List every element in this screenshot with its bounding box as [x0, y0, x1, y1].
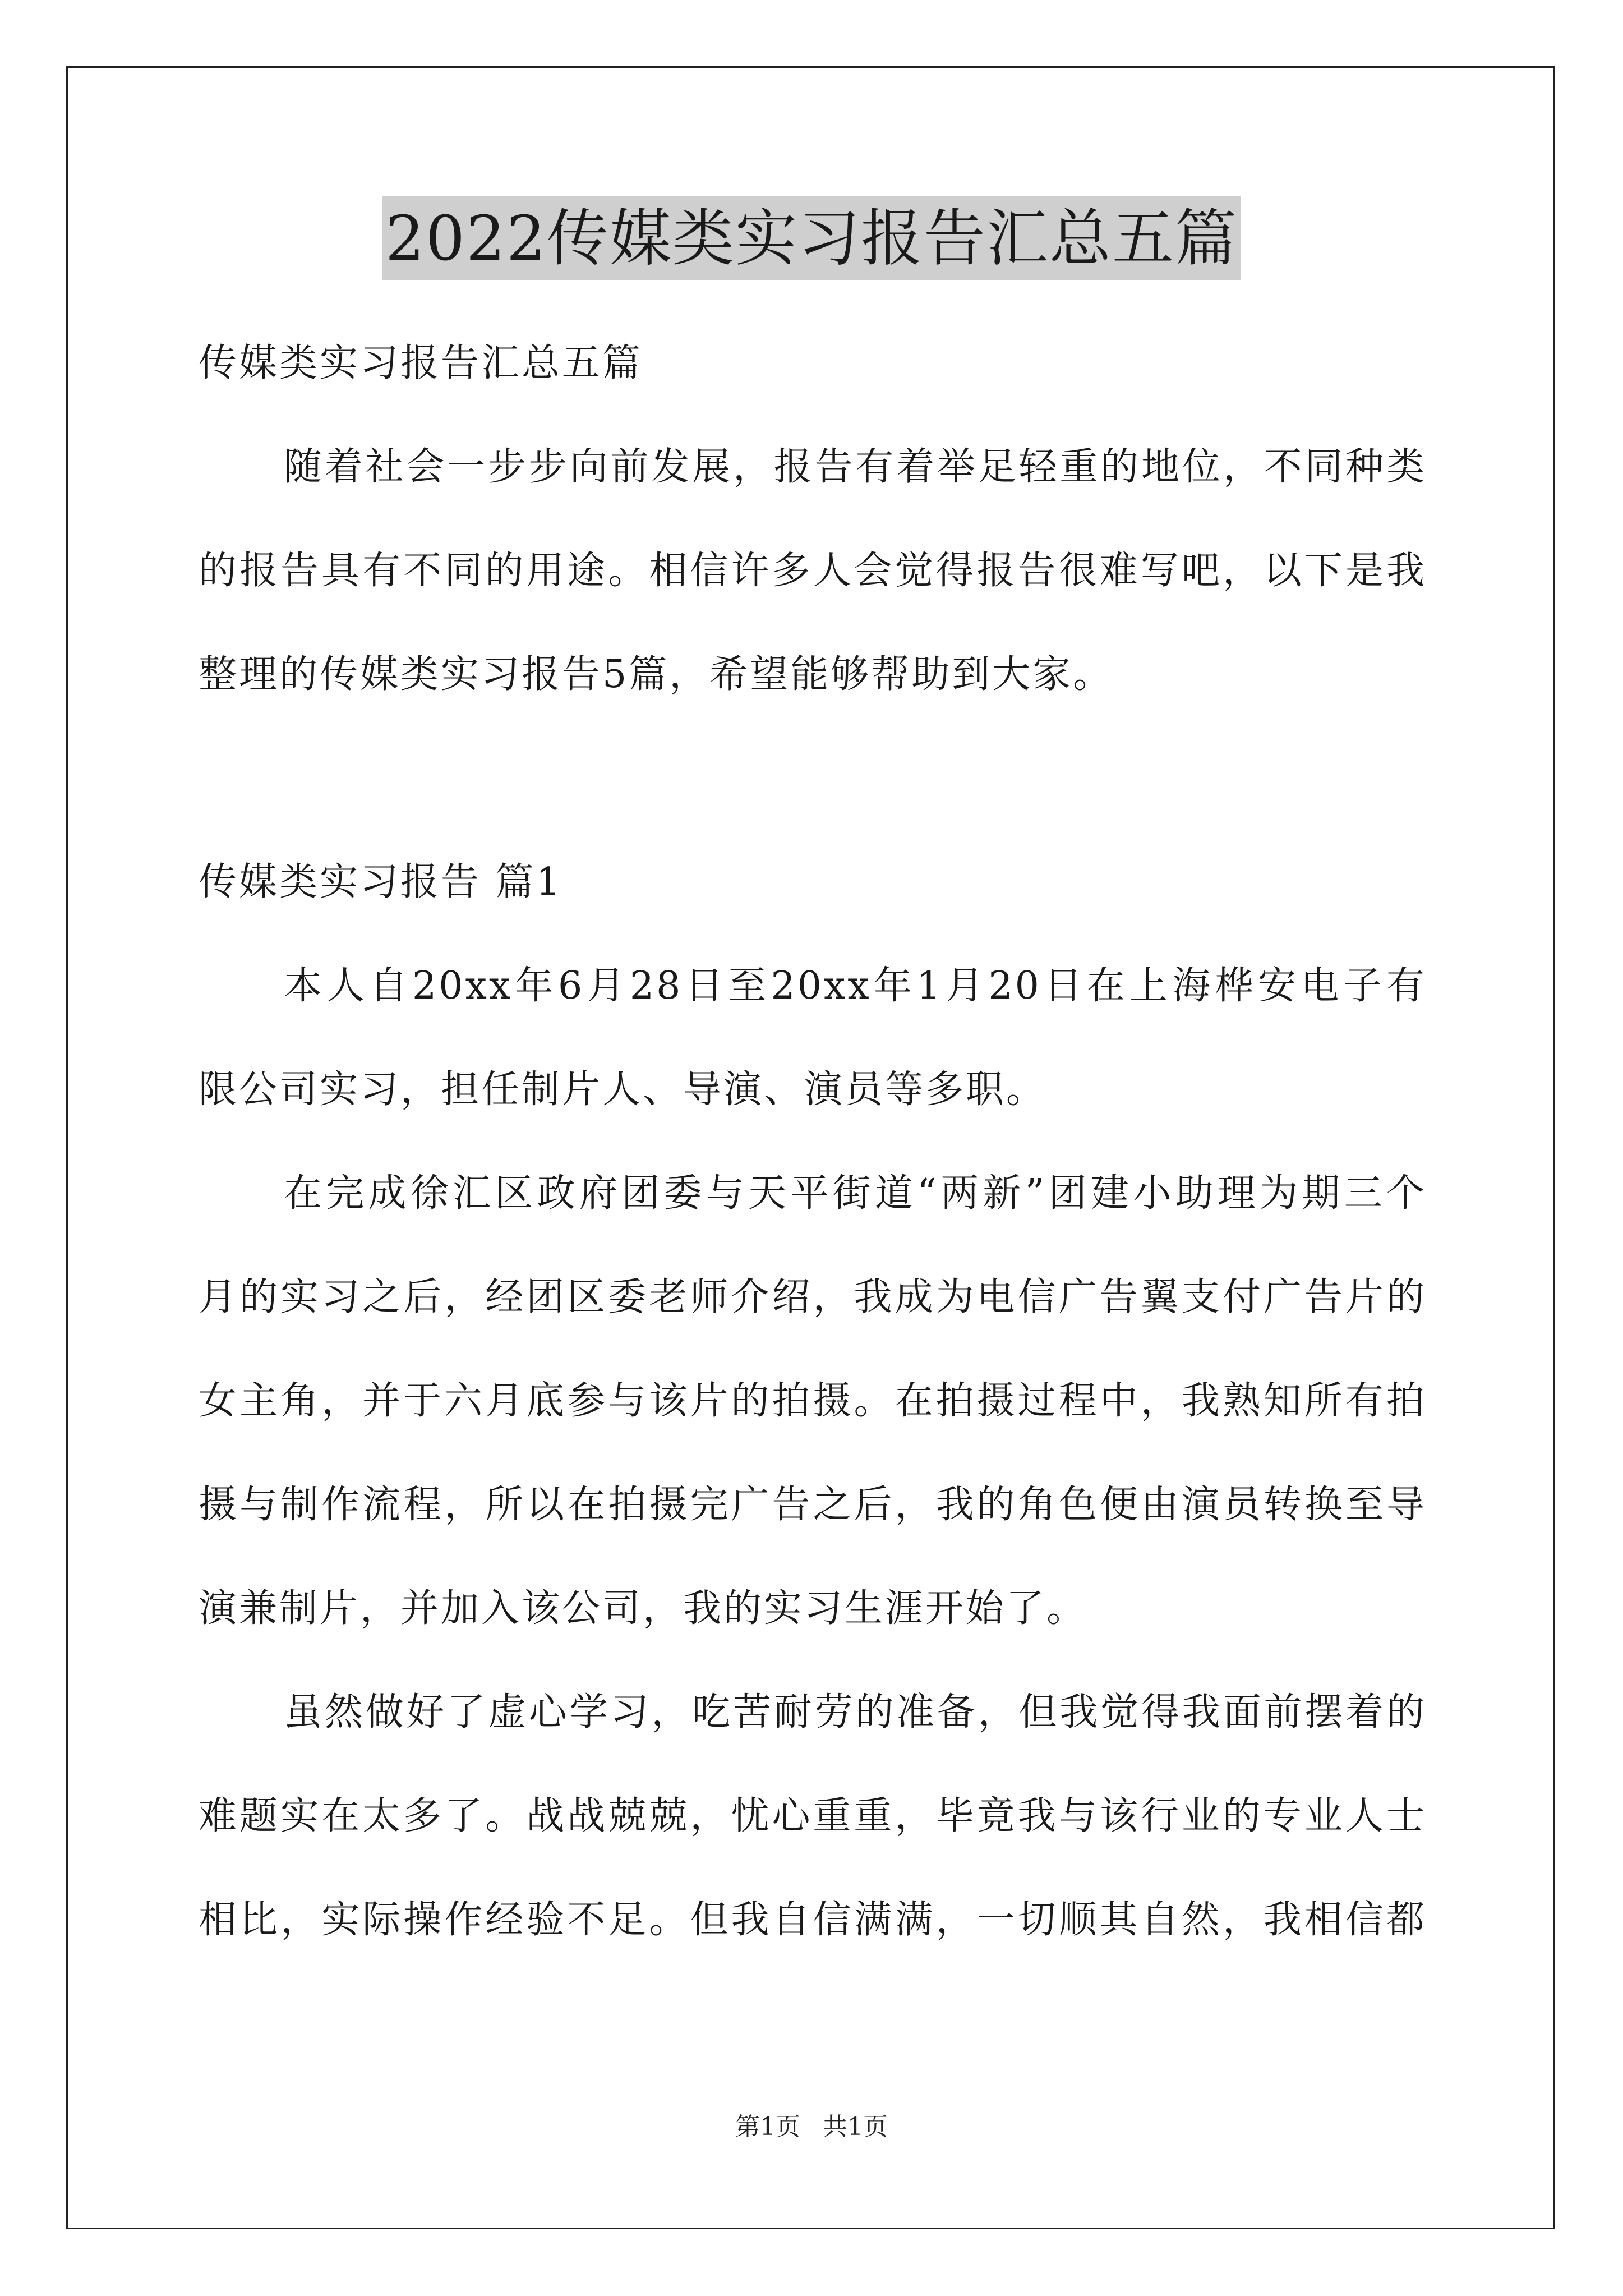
page-number: 第1页 [735, 2113, 800, 2141]
paragraph-line: 难题实在太多了。战战兢兢，忧心重重，毕竟我与该行业的专业人士 [199, 1794, 1427, 1838]
document-title: 2022传媒类实习报告汇总五篇 [382, 196, 1241, 280]
title-container [0, 196, 1623, 280]
intro-line: 的报告具有不同的用途。相信许多人会觉得报告很难写吧，以下是我 [199, 549, 1427, 593]
section-spacer [199, 726, 1427, 830]
paragraph-line: 摄与制作流程，所以在拍摄完广告之后，我的角色便由演员转换至导 [199, 1483, 1427, 1527]
paragraph-line: 相比，实际操作经验不足。但我自信满满，一切顺其自然，我相信都 [199, 1898, 1427, 1942]
paragraph-line: 女主角，并于六月底参与该片的拍摄。在拍摄过程中，我熟知所有拍 [199, 1379, 1427, 1423]
intro-line: 整理的传媒类实习报告5篇，希望能够帮助到大家。 [199, 652, 1114, 697]
page-footer [0, 2110, 1623, 2144]
paragraph-line: 在完成徐汇区政府团委与天平街道“两新”团建小助理为期三个 [284, 1171, 1427, 1216]
page-total: 共1页 [823, 2113, 888, 2141]
paragraph-line: 月的实习之后，经团区委老师介绍，我成为电信广告翼支付广告片的 [199, 1275, 1427, 1319]
paragraph-line: 限公司实习，担任制片人、导演、演员等多职。 [199, 1068, 1047, 1112]
paragraph-line: 演兼制片，并加入该公司，我的实习生涯开始了。 [199, 1586, 1087, 1631]
document-subtitle: 传媒类实习报告汇总五篇 [199, 341, 643, 385]
document-body [199, 311, 1427, 1972]
paragraph-line: 本人自20xx年6月28日至20xx年1月20日在上海桦安电子有 [284, 964, 1427, 1008]
section-heading: 传媒类实习报告 篇1 [199, 860, 562, 904]
intro-line: 随着社会一步步向前发展，报告有着举足轻重的地位，不同种类 [284, 445, 1427, 489]
paragraph-line: 虽然做好了虚心学习，吃苦耐劳的准备，但我觉得我面前摆着的 [284, 1690, 1427, 1734]
